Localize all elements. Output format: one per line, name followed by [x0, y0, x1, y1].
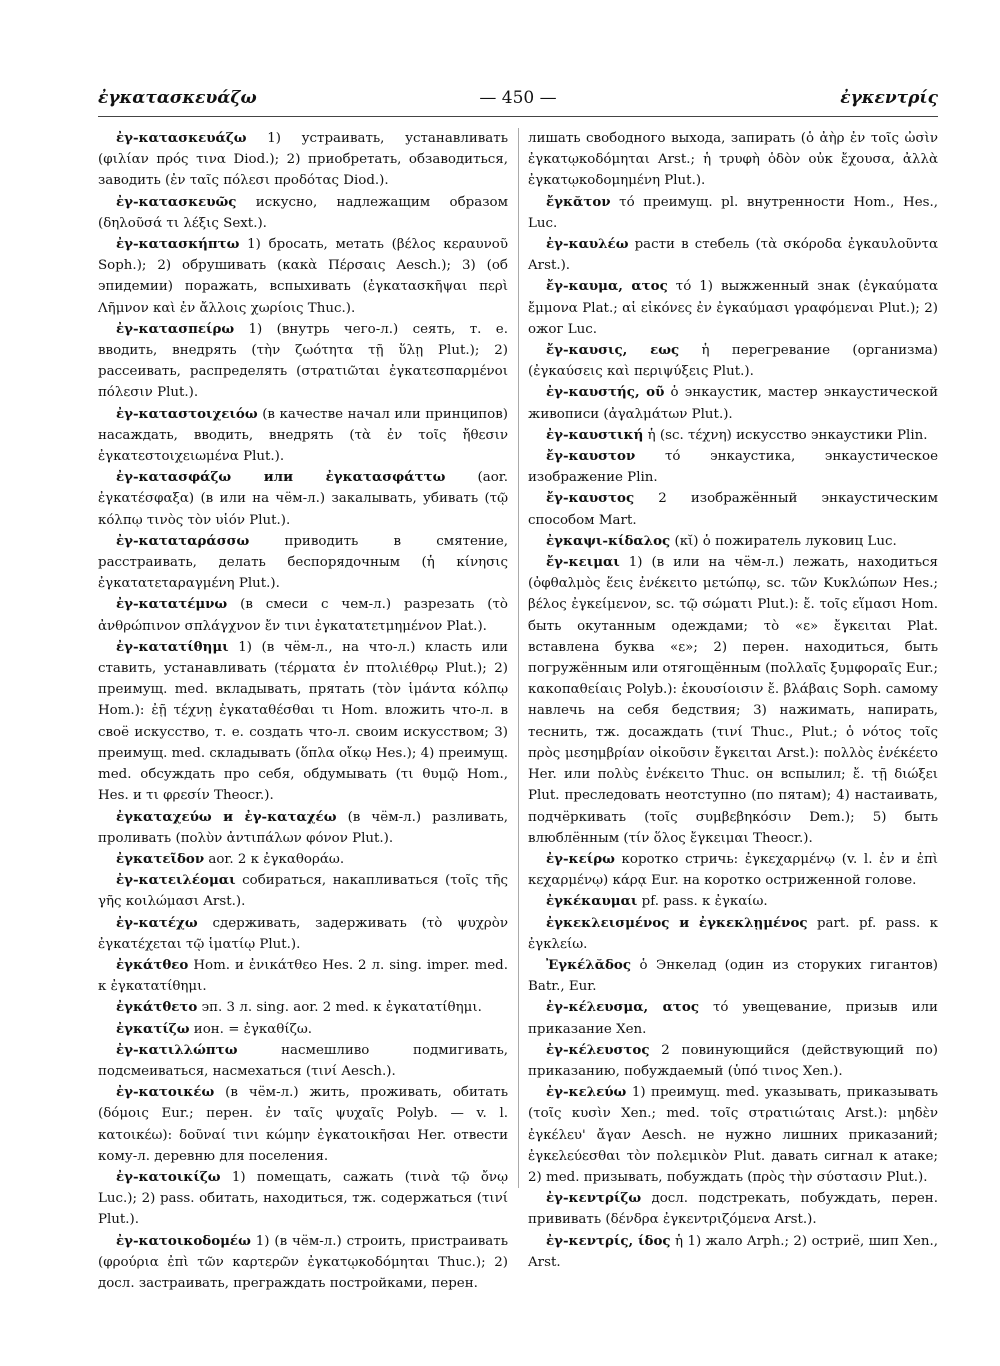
dictionary-entry: [528, 552, 938, 849]
entry-definition: (в чём-л.) разливать, проливать (πολὺν ἀντιπάλων φόνον Plut.).: [98, 809, 508, 846]
entry-definition: лишать свободного выхода, запирать (ὁ ἀὴρ ἐν τοῖς ὠσὶν ἐγκατῳκοδόμηται Arst.; ἡ τρυφὴ ὁδὸν οὐκ ἔχουσα, ἀλλὰ ἐγκατῳκοδομημένη Plut.).: [528, 131, 938, 189]
dictionary-entry: [528, 1040, 938, 1082]
dictionary-entry: [528, 531, 938, 552]
entry-headword: ἐγκάτθετο: [116, 999, 198, 1016]
entry-definition: τό увещевание, призыв или приказание Xen.: [528, 1000, 938, 1037]
entry-definition: (в качестве начал или принципов) насаждать, вводить, внедрять (τὰ ἐν τοῖς ἤθεσιν ἐγκατεστοιχειωμένα Plut.).: [98, 406, 508, 465]
entry-definition: насмешливо подмигивать, подсмеиваться, насмехаться (τινί Aesch.).: [98, 1042, 508, 1079]
entry-definition: 1) преимущ. med. указывать, приказывать (τοῖς κυσὶν Xen.; med. τοῖς στρατιώταις Arst.): μηδὲν ἐγκέλευ' ἄγαν Aesch. не нужно лишних приказаний; ἐγκελεύεσθαι τὸν πολεμικὸν Plut. давать сигнал к атаке; 2) med. призывать, побуждать (πρὸς τὴν σύστασιν Plut.).: [528, 1085, 938, 1185]
entry-headword: ἔγ-καυστος: [546, 490, 635, 507]
entry-definition: 2 повинующийся (действующий по) приказанию, побуждаемый (ὑπό τινος Xen.).: [528, 1042, 938, 1079]
entry-definition: τό преимущ. pl. внутренности Hom., Hes., Luc.: [528, 194, 939, 231]
header-right-headword: ἐγκεντρίς: [840, 88, 938, 108]
dictionary-entry: [98, 128, 508, 192]
entry-headword: ἐγ-κεντρίς, ίδος: [546, 1232, 671, 1249]
entry-definition: ἡ перегревание (организма) (ἐγκαύσεις καὶ περιψύξεις Plut.).: [528, 343, 939, 380]
entry-definition: 1) помещать, сажать (τινὰ τῷ ὄνῳ Luc.); 2) pass. обитать, находиться, тж. содержаться (τινί Plut.).: [98, 1169, 508, 1228]
entry-headword: ἔγ-καυστον: [546, 448, 636, 465]
entry-definition: расти в стебель (τὰ σκόροδα ἐγκαυλοῦντα Arst.).: [528, 237, 938, 274]
entry-definition: Hom. и ἐνικάτθεο Hes. 2 л. sing. imper. med. к ἐγκατατίθημι.: [98, 957, 508, 995]
dictionary-entry: [98, 637, 508, 807]
entry-headword: ἔγ-κειμαι: [546, 554, 620, 571]
dictionary-entry: [528, 382, 938, 424]
entry-definition: aor. 2 к ἐγκαθοράω.: [208, 851, 345, 867]
entry-definition: pf. pass. к ἐγκαίω.: [641, 894, 768, 910]
page-header: [98, 88, 938, 118]
dictionary-entry: [528, 1082, 938, 1188]
entry-definition: собираться, накапливаться (τοῖς τῆς γῆς κοιλώμασι Arst.).: [98, 873, 508, 910]
entry-definition: коротко стричь: ἐγκεχαρμένῳ (v. l. ἐν и ἐπὶ κεχαρμένῳ) κάρᾳ Eur. на коротко остриженной голове.: [528, 851, 938, 889]
entry-definition: 2 изображённый энкаустическим способом Mart.: [528, 491, 938, 528]
dictionary-entry: [528, 955, 938, 997]
entry-definition: ὁ энкаустик, мастер энкаустической живописи (ἀγαλμάτων Plut.).: [528, 385, 939, 422]
dictionary-entry: [98, 404, 508, 468]
entry-definition: τό энкаустика, энкаустическое изображение Plin.: [528, 449, 939, 486]
dictionary-entry: [528, 891, 938, 912]
entry-headword: ἔγκᾰτον: [546, 193, 611, 210]
entry-definition: τό 1) выжженный знак (ἐγκαύματα ἔμμονα Plat.; αἱ εἰκόνες ἐν ἐγκαύμασι γραφόμεναι Plut.); 2) ожог Luc.: [528, 279, 939, 337]
entry-headword: ἐγκαψι-κίδαλος: [546, 532, 671, 549]
dictionary-entry: [528, 1188, 938, 1230]
entry-definition: ἡ 1) жало Arph.; 2) остриё, шип Xen., Arst.: [528, 1233, 938, 1270]
entry-definition: 1) (в или на чём-л.) лежать, находиться (ὀφθαλμὸς ἕεις ἐνέκειτο μετώπῳ, sc. τῶν Κυκλώπων Hes.; βέλος ἐγκείμενον, sc. τῷ σώματι Plut.): ἔ. τοῖς εἵμασι Hom. быть окутанным одеждами; τὸ «ε» ἔγκειται Plat. вставлена буква «ε»; 2) перен. находиться, быть погружённым или отягощённым (πολλαῖς ξυμφοραῖς Eur.; κακοπαθείαις Polyb.): ἑκουσίοισιν ἔ. βλάβαις Soph. самому навлечь на себя бедствия; 3) нажимать, напирать, теснить, тж. досаждать (τινί Thuc., Plut.; ὁ νότος τοῖς πρὸς μεσημβρίαν οἰκοῦσιν ἔγκειται Arst.): πολλὸς ἐνέκέετο Her. или πολὺς ἐνέκειτο Thuc. он вспылил; ἔ. τῇ διώξει Plut. преследовать неотступно (по пятам); 4) настаивать, подчёркивать (τοῖς συμβεβηκόσιν Dem.); 5) быть влюблённым (τίν ὅλος ἔγκειμαι Theocr.).: [528, 555, 938, 846]
dictionary-entry: [528, 849, 938, 891]
dictionary-entry: [98, 997, 508, 1018]
entry-headword: ἐγ-κατασφάζω или ἐγκατασφάττω: [116, 469, 446, 486]
entry-headword: ἐγ-κατοικίζω: [116, 1168, 221, 1185]
entry-headword: ἐγ-κατατέμνω: [116, 596, 228, 613]
entry-headword: ἐγ-κατατίθημι: [116, 638, 229, 655]
entry-definition: 1) (в чём-л.) строить, пристраивать (φρούρια ἐπὶ τῶν καρτερῶν ἐγκατῳκοδόμηται Thuc.); 2) досл. застраивать, преграждать постройками, перен.: [98, 1233, 508, 1291]
entry-headword: ἐγκεκλεισμένος и ἐγκεκλῃμένος: [546, 914, 808, 931]
entry-definition: (в чём-л.) жить, проживать, обитать (δόμοις Eur.; перен. ἐν ταῖς ψυχαῖς Polyb. — v. l. κατοικέω): δοῦναί τινι κώμην ἐγκατοικῆσαι Her. отвести кому-л. деревню для поселения.: [98, 1085, 508, 1164]
entry-headword: Ἐγκέλᾰδος: [546, 956, 632, 973]
entry-headword: ἐγκατίζω: [116, 1020, 190, 1037]
entry-definition: (κῐ) ὁ пожиратель луковиц Luc.: [674, 533, 897, 549]
dictionary-entry: [98, 1082, 508, 1167]
entry-definition: сдерживать, задерживать (τὸ ψυχρὸν ἐγκατέχεται τῷ ἱματίῳ Plut.).: [98, 915, 508, 952]
entry-headword: ἐγ-κείρω: [546, 850, 615, 867]
dictionary-entry: [98, 870, 508, 912]
entry-headword: ἐγ-κατοικέω: [116, 1084, 215, 1101]
entry-headword: ἐγ-κατοικοδομέω: [116, 1232, 251, 1249]
dictionary-entry: [98, 1019, 508, 1040]
entry-headword: ἐγ-κατιλλώπτω: [116, 1041, 238, 1058]
dictionary-entry: [528, 913, 938, 955]
entry-headword: ἐγκάτθεο: [116, 956, 189, 973]
dictionary-entry: [98, 1231, 508, 1295]
dictionary-entry: [98, 531, 508, 595]
dictionary-entry: [98, 594, 508, 636]
entry-definition: досл. подстрекать, побуждать, перен. прививать (δένδρα ἐγκεντριζόμενα Arst.).: [528, 1191, 938, 1228]
entry-headword: ἐγ-καυστής, οῦ: [546, 384, 665, 401]
entry-definition: эп. 3 л. sing. aor. 2 med. к ἐγκατατίθημι.: [201, 1000, 482, 1016]
dictionary-entry: [528, 425, 938, 446]
dictionary-entry: [98, 234, 508, 319]
dictionary-entry: [98, 955, 508, 997]
entry-headword: ἐγ-καυλέω: [546, 236, 629, 253]
entry-definition: приводить в смятение, расстраивать, делать беспорядочным (ἡ κίνησις ἐγκατατεταραγμένη Plut.).: [98, 533, 509, 592]
entry-definition: ὁ Энкелад (один из сторуких гигантов) Batr., Eur.: [528, 957, 938, 995]
entry-definition: 1) бросать, метать (βέλος κεραυνοῦ Soph.); 2) обрушивать (κακὰ Πέρσαις Aesch.); 3) (об эпидемии) поражать, вспыхивать (ἐγκατασκῆψαι περὶ Λῆμνον καὶ ἐν ἄλλοις χωρίοις Thuc.).: [98, 237, 508, 316]
dictionary-entry: [528, 340, 938, 382]
dictionary-entry: [98, 319, 508, 404]
entry-definition: (в смеси с чем-л.) разрезать (τὸ ἀνθρώπινον σπλάγχνον ἔν τινι ἐγκατατετμημένον Plat.).: [98, 597, 508, 634]
entry-headword: ἐγ-κατασκήπτω: [116, 236, 240, 253]
entry-definition: ион. = ἐγκαθίζω.: [193, 1021, 313, 1037]
entry-headword: ἐγ-κεντρίζω: [546, 1190, 642, 1207]
dictionary-entry: [98, 192, 508, 234]
header-rule: [98, 116, 938, 117]
entry-headword: ἐγ-καταστοιχειόω: [116, 405, 258, 422]
entry-headword: ἐγ-κέλευσμα, ατος: [546, 999, 699, 1016]
dictionary-entry: [98, 807, 508, 849]
dictionary-entry: [528, 1231, 938, 1273]
entry-headword: ἔγ-καυσις, εως: [546, 342, 680, 359]
entry-headword: ἐγκαταχεύω и ἐγ-καταχέω: [116, 808, 337, 825]
entry-headword: ἐγ-καταταράσσω: [116, 532, 250, 549]
entry-headword: ἐγ-κατασκευάζω: [116, 130, 247, 146]
entry-headword: ἐγκατεῖδον: [116, 850, 205, 867]
dictionary-entry: [528, 997, 938, 1039]
left-column: [98, 128, 508, 1294]
column-divider: [518, 128, 519, 1188]
entry-definition: ἡ (sc. τέχνη) искусство энкаустики Plin.: [647, 427, 928, 443]
dictionary-entry: [98, 467, 508, 531]
dictionary-entry: [98, 1040, 508, 1082]
dictionary-entry: [528, 234, 938, 276]
dictionary-entry: [528, 488, 938, 530]
entry-headword: ἐγ-κατέχω: [116, 914, 198, 931]
entry-definition: 1) (внутрь чего-л.) сеять, т. е. вводить, внедрять (τὴν ζωότητα τῇ ὕλῃ Plut.); 2) рассеивать, распределять (στρατιῶται ἐγκατεσπαρμένοι πόλεσιν Plut.).: [98, 321, 508, 401]
entry-definition: 1) (в чём-л., на что-л.) класть или ставить, устанавливать (τέρματα ἐν πτολιέθρῳ Plut.); 2) преимущ. med. вкладывать, прятать (τὸν ἱμάντα κόλπῳ Hom.): ἐῇ τέχνῃ ἐγκαταθέσθαι τι Hom. вложить что-л. в своё искусство, т. е. создать что-л. своим искусством; 3) преимущ. med. складывать (ὅπλα οἴκῳ Hes.); 4) преимущ. med. обсуждать про себя, обдумывать (τι θυμῷ Hom., Hes. и τι φρεσίν Theocr.).: [98, 639, 508, 804]
dictionary-entry: [528, 276, 938, 340]
entry-headword: ἐγ-κατειλέομαι: [116, 872, 236, 889]
entry-definition: (aor. ἐγκατέσφαξα) (в или на чём-л.) закалывать, убивать (τῷ κόλπῳ τινὸς τὸν υἱόν Plut.).: [98, 470, 508, 528]
entry-definition: искусно, надлежащим образом (δηλοῦσά τι λέξις Sext.).: [98, 194, 508, 231]
entry-headword: ἔγ-καυμα, ατος: [546, 278, 668, 295]
right-column: [528, 128, 938, 1273]
dictionary-entry: [98, 1167, 508, 1231]
entry-headword: ἐγκέκαυμαι: [546, 893, 638, 910]
entry-headword: ἐγ-κελεύω: [546, 1084, 627, 1101]
dictionary-entry: [98, 849, 508, 870]
entry-headword: ἐγ-κατασπείρω: [116, 320, 235, 337]
entry-definition: 1) устраивать, устанавливать (φιλίαν πρός τινα Diod.); 2) приобретать, обзаводиться, заводить (ἐν ταῖς πόλεσι προδότας Diod.).: [98, 131, 508, 189]
dictionary-entry: [528, 128, 938, 192]
dictionary-entry: [98, 913, 508, 955]
dictionary-entry: [528, 446, 938, 488]
entry-headword: ἐγ-καυστική: [546, 426, 644, 443]
entry-headword: ἐγ-κατασκευῶς: [116, 193, 237, 210]
page-number: — 450 —: [479, 88, 557, 108]
entry-headword: ἐγ-κέλευστος: [546, 1041, 650, 1058]
header-left-headword: ἐγκατασκευάζω: [98, 88, 257, 108]
dictionary-entry: [528, 192, 938, 234]
entry-definition: part. pf. pass. к ἐγκλείω.: [528, 915, 938, 952]
